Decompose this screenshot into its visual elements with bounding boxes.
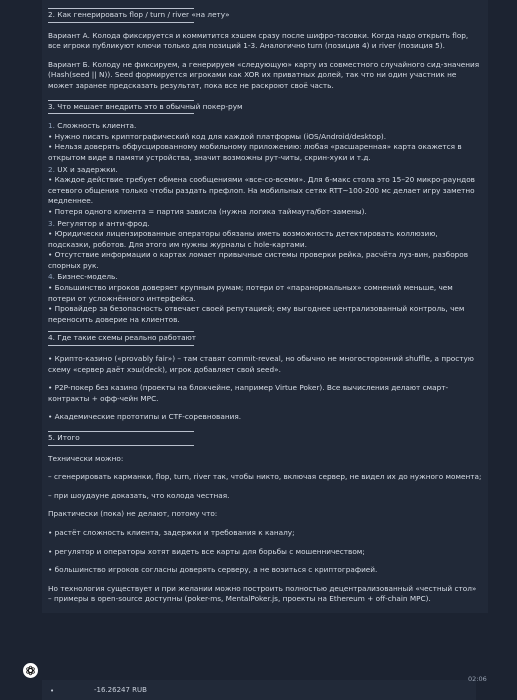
divider: [48, 331, 194, 332]
message-cost: -16.26247 RUB: [94, 686, 147, 694]
divider: [48, 100, 194, 101]
section-5-reason-intro: Практически (пока) не делают, потому что:: [48, 509, 218, 519]
divider: [48, 345, 194, 346]
section-4-item: • Академические прототипы и CTF-соревнования.: [48, 412, 242, 422]
section-2-variant-b: Вариант Б. Колоду не фиксируем, а генерируем «следующую» карту из совместного случайного сид-значения (Hash(seed || N)). Seed формируется игроками как XOR их приватных долей, так что ни один участник не может заранее предсказать результат, пока все не раскроют своё часть.: [48, 59, 480, 90]
list-item-title: Сложность клиента.: [57, 121, 137, 131]
section-3-list: [48, 121, 482, 325]
openai-logo-icon: [23, 663, 38, 678]
list-item-title: UX и задержки.: [57, 164, 118, 174]
message-footer: [42, 680, 476, 700]
list-bullet: • Нужно писать криптографический код для каждой платформы (iOS/Android/desktop).: [48, 131, 387, 141]
section-4-title: 4. Где такие схемы реально работают: [48, 333, 196, 343]
section-4-item: • Крипто-казино («provably fair») – там ставят commit-reveal, но обычно не многосторонний shuffle, а простую схему «сервер даёт хэш(deck), игрок добавляет свой seed».: [48, 354, 474, 374]
divider: [48, 445, 194, 446]
status-dot: •: [50, 687, 55, 695]
list-bullet: • Большинство игроков доверяет крупным румам; потери от «паранормальных» сомнений меньше, чем потери от усложнённого интерфейса.: [48, 283, 453, 303]
list-item: 3. Регулятор и анти-фрод.: [48, 218, 150, 228]
section-5-can-item: – при шоудауне доказать, что колода честная.: [48, 490, 230, 500]
divider: [48, 22, 194, 23]
section-5-can-item: – сгенерировать карманки, flop, turn, river так, чтобы никто, включая сервер, не видел их до нужного момента;: [48, 472, 482, 482]
list-item: 4. Бизнес-модель.: [48, 272, 118, 282]
section-4-item: • P2P-покер без казино (проекты на блокчейне, например Virtue Poker). Все вычисления делают смарт-контракты + офф-чейн MPC.: [48, 383, 449, 403]
list-bullet: • Провайдер за безопасность отвечает своей репутацией; ему выгоднее централизованный контроль, чем переносить доверие на клиентов.: [48, 304, 465, 324]
divider: [48, 431, 194, 432]
list-bullet: • Нельзя доверять обфусцированному мобильному приложению: любая «расшаренная» карта окажется в открытом виде в памяти устройства, значит возможны рут-читы, скрин-хуки и т.д.: [48, 142, 462, 162]
section-2-title: 2. Как генерировать flop / turn / river «на лету»: [48, 10, 230, 19]
list-bullet: • Каждое действие требует обмена сообщениями «все-со-всеми». Для 6-макс стола это 15–20 микро-раундов сетевого общения только чтобы раздать префлоп. На мобильных сетях RTT~100-200 мс делает игру заметно медленнее.: [48, 175, 475, 206]
divider: [48, 8, 194, 9]
list-item-title: Регулятор и анти-фрод.: [57, 218, 150, 228]
assistant-message: [42, 0, 488, 613]
list-item-title: Бизнес-модель.: [57, 272, 118, 282]
section-2-variant-a: Вариант А. Колода фиксируется и коммитится хэшем сразу после шифро-тасовки. Когда надо открыть flop, все игроки публикуют ключи только для позиций 1-3. Аналогично turn (позиция 4) и river (позиция 5).: [48, 30, 469, 51]
list-bullet: • Потеря одного клиента = партия зависла (нужна логика таймаута/бот-замены).: [48, 206, 367, 216]
openai-logo-icon: [25, 665, 36, 676]
list-bullet: • Отсутствие информации о картах ломает привычные системы проверки рейка, расчёта луз-вин, разборов спорных рук.: [48, 250, 469, 270]
list-item: 1. Сложность клиента.: [48, 121, 137, 131]
section-5-title: 5. Итого: [48, 433, 80, 442]
section-5-reason: • регулятор и операторы хотят видеть все карты для борьбы с мошенничеством;: [48, 546, 365, 556]
message-timestamp: 02:06: [468, 675, 487, 683]
list-item: 2. UX и задержки.: [48, 164, 118, 174]
section-5-final: Но технология существует и при желании можно построить полностью децентрализованный «честный стол» – примеры в open-source доступны (poker-ms, MentalPoker.js, проекты на Ethereum + off-chain MPC).: [48, 583, 477, 604]
section-3-title: 3. Что мешает внедрить это в обычный покер-рум: [48, 101, 243, 111]
section-5-reason: • большинство игроков согласны доверять серверу, а не возиться с криптографией.: [48, 565, 378, 575]
section-5-reason: • растёт сложность клиента, задержки и требования к каналу;: [48, 527, 295, 537]
section-5-intro: Технически можно:: [48, 453, 124, 463]
list-bullet: • Юридически лицензированные операторы обязаны иметь возможность детектировать коллюзию, подсказки, роботов. Для этого им нужны журналы с hole-картами.: [48, 229, 438, 249]
